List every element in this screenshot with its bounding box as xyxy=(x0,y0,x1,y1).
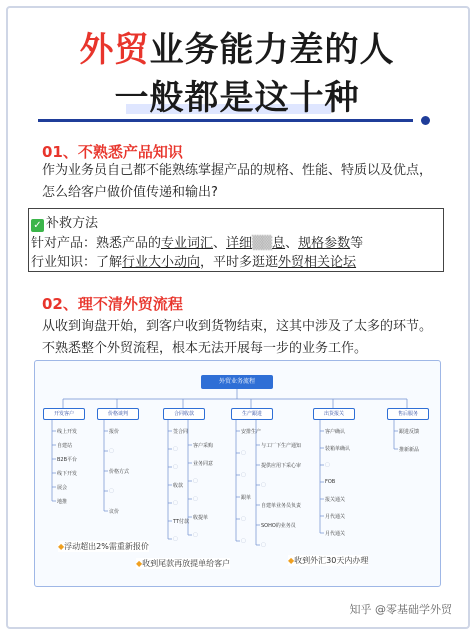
flowchart-node: 报价 xyxy=(109,429,120,435)
flowchart-node: 提供应用下采心审 xyxy=(261,463,302,469)
note-forex xyxy=(288,555,368,566)
flowchart-root: 外贸业务流程 xyxy=(201,375,273,389)
flowchart-node: 展会 xyxy=(57,485,68,491)
note-price-float xyxy=(58,541,149,552)
flowchart-category: 售后服务 xyxy=(387,408,429,420)
flowchart-node: ▢ xyxy=(173,536,178,542)
note-text: 收到尾款再放提单给客户 xyxy=(142,559,231,568)
page-title-line2: 一般都是这十种 xyxy=(114,78,360,118)
flowchart-node: ▢ xyxy=(241,450,246,456)
flowchart-node: 客户采购 xyxy=(193,443,214,449)
remedy-industry-prefix: 行业知识：了解 xyxy=(31,255,123,270)
flowchart-node: ▢ xyxy=(193,532,198,538)
title-red-part: 外贸 xyxy=(79,30,150,70)
note-text: 浮动超出2%需重新报价 xyxy=(64,542,149,551)
diamond-icon: ◆ xyxy=(136,559,143,568)
flowchart-node: ▢ xyxy=(173,500,178,506)
flowchart-node: 收提单 xyxy=(193,515,209,521)
note-text: 收到外汇30天内办理 xyxy=(294,556,369,565)
remedy-link-forums[interactable]: 外贸相关论坛 xyxy=(278,255,357,270)
flowchart-node: 线下开发 xyxy=(57,471,78,477)
note-tail-payment xyxy=(136,558,230,569)
check-icon: ✓ xyxy=(31,219,44,232)
flowchart-node: 线上开发 xyxy=(57,429,78,435)
flowchart-node: B2B平台 xyxy=(57,457,78,463)
diamond-icon: ◆ xyxy=(288,556,295,565)
remedy-sep: 、 xyxy=(285,236,299,251)
flowchart-node: 与工厂下生产通知 xyxy=(261,443,302,449)
flowchart-node: 价格方式 xyxy=(109,469,130,475)
flowchart-category: 开发客户 xyxy=(43,408,85,420)
remedy-title: 补救方法 xyxy=(46,216,99,231)
flowchart-node: 推新新品 xyxy=(399,447,420,453)
flowchart-node: 业务同意 xyxy=(193,461,214,467)
flowchart-node: ▢ xyxy=(193,496,198,502)
flowchart-node: ▢ xyxy=(261,482,266,488)
flowchart-node: ▢ xyxy=(241,538,246,544)
diamond-icon: ◆ xyxy=(58,542,65,551)
flowchart-node: 签合同 xyxy=(173,429,189,435)
remedy-link-details-end[interactable]: 息 xyxy=(272,236,286,251)
remedy-title-row xyxy=(31,212,98,232)
section2-heading: 02、理不清外贸流程 xyxy=(42,295,183,313)
flowchart-node: ▢ xyxy=(173,464,178,470)
remedy-link-details[interactable]: 详细 xyxy=(226,236,253,251)
section1-heading: 01、不熟悉产品知识 xyxy=(42,143,183,161)
flowchart-node: ▢ xyxy=(261,542,266,548)
remedy-industry-mid: ，平时多逛逛 xyxy=(200,255,279,270)
watermark: 知乎 @零基础学外贸 xyxy=(349,603,452,616)
remedy-sep: 、 xyxy=(213,236,227,251)
flowchart-node: 收款 xyxy=(173,483,184,489)
flowchart-node: 地推 xyxy=(57,499,68,505)
section1-text: 作为业务员自己都不能熟练掌握产品的规格、性能、特质以及优点，怎么给客户做价值传递和输出? xyxy=(42,163,433,200)
flowchart-node: 客户确认 xyxy=(325,429,346,435)
flowchart-node: 月代通关 xyxy=(325,514,346,520)
flowchart-node: 议价 xyxy=(109,509,120,515)
flowchart-node: TT付款 xyxy=(173,519,190,525)
flowchart-node: 自建单业务员负责 xyxy=(261,503,302,509)
remedy-link-trends[interactable]: 行业大小动向 xyxy=(122,255,201,270)
flowchart-node: 报关通关 xyxy=(325,497,346,503)
flowchart-node: ▢ xyxy=(241,472,246,478)
flowchart-node: ▢ xyxy=(109,488,114,494)
section2-text: 从收到询盘开始，到客户收到货物结束，这其中涉及了太多的环节。不熟悉整个外贸流程，根本无法开展每一步的业务工作。 xyxy=(42,319,433,356)
remedy-link-specs[interactable]: 规格参数 xyxy=(298,236,351,251)
header-divider-dot xyxy=(421,116,430,125)
flowchart-node: SOHO的业务员 xyxy=(261,523,296,529)
flowchart-node: 跟进反馈 xyxy=(399,429,420,435)
flowchart-connectors xyxy=(35,361,440,586)
flowchart-node: 月代通关 xyxy=(325,531,346,537)
flowchart-category: 出货报关 xyxy=(313,408,355,420)
flowchart-node: 自建站 xyxy=(57,443,73,449)
remedy-box xyxy=(28,208,444,272)
flowchart-node: ▢ xyxy=(241,516,246,522)
page-title-line1 xyxy=(0,22,474,71)
flowchart-category: 生产跟进 xyxy=(231,408,273,420)
remedy-product-prefix: 针对产品：熟悉产品的 xyxy=(31,236,162,251)
flowchart-category: 合同收款 xyxy=(163,408,205,420)
remedy-product-row xyxy=(31,232,363,251)
trade-process-flowchart xyxy=(34,360,441,587)
flowchart-category: 价格谈判 xyxy=(97,408,139,420)
title-black-part: 业务能力差的人 xyxy=(149,30,395,70)
flowchart-node: ▢ xyxy=(325,462,330,468)
remedy-suffix: 等 xyxy=(350,236,364,251)
remedy-link-terms[interactable]: 专业词汇 xyxy=(161,236,214,251)
header-divider xyxy=(38,119,413,122)
flowchart-node: FOB xyxy=(325,479,336,485)
flowchart-node: 装箱单确认 xyxy=(325,446,351,452)
flowchart-node: 跟单 xyxy=(241,495,252,501)
blurred-text: ▒▒ xyxy=(252,236,273,251)
flowchart-node: ▢ xyxy=(173,446,178,452)
flowchart-node: ▢ xyxy=(109,448,114,454)
remedy-industry-row xyxy=(31,251,356,270)
flowchart-node: 安排生产 xyxy=(241,429,262,435)
flowchart-node: ▢ xyxy=(193,478,198,484)
